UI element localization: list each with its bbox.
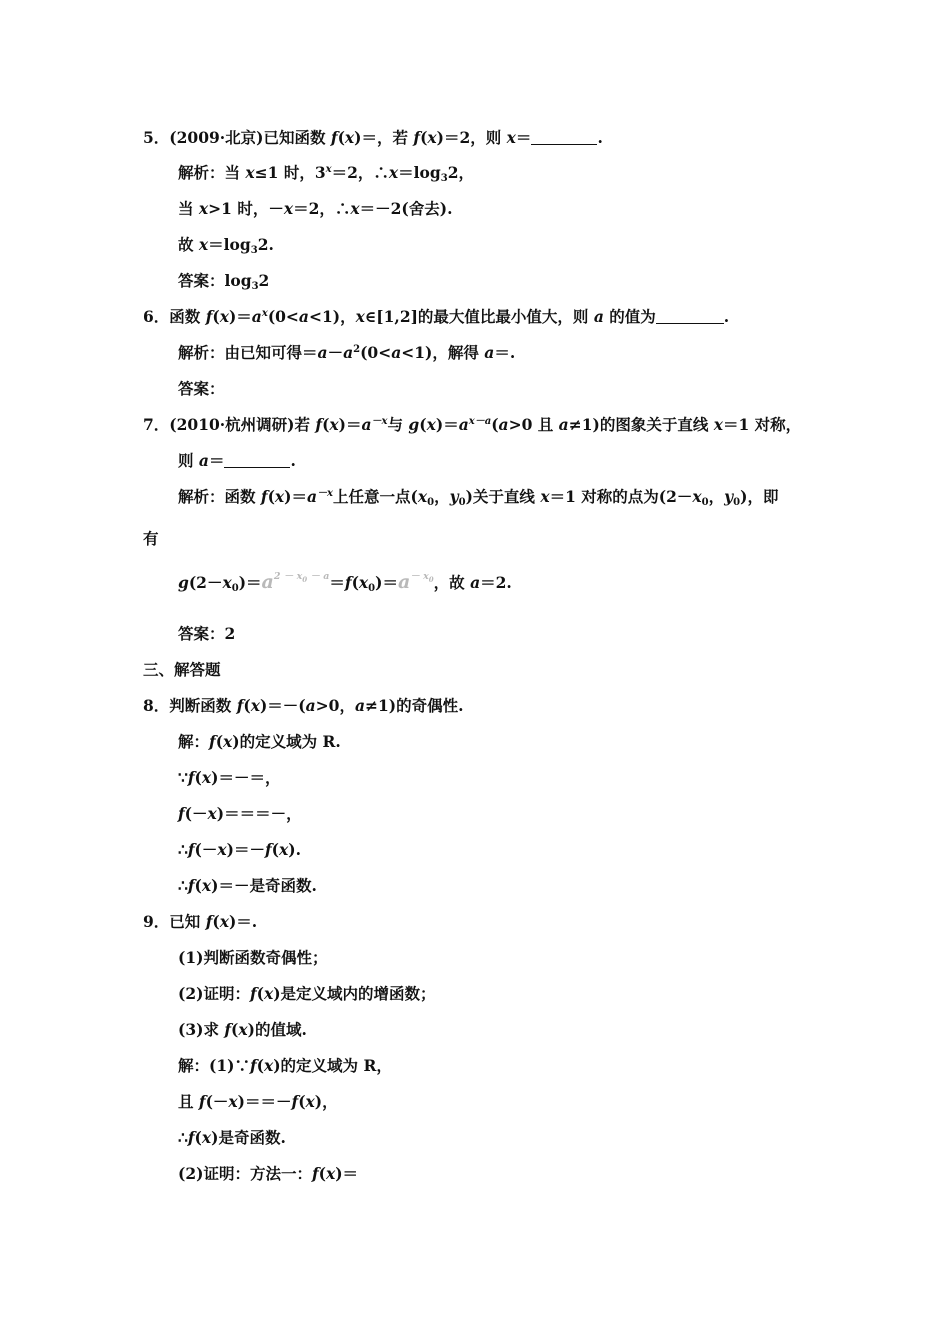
q8-solution-line-3: f(－x)＝＝＝－，: [178, 804, 302, 823]
q7-answer: 答案：2: [178, 624, 236, 643]
q5-solution-line-2: 当 x>1 时，－x＝2，∴x＝－2(舍去).: [178, 199, 453, 218]
section-heading: 三、解答题: [143, 660, 221, 679]
q5-solution-line-3: 故 $x=\log_32$.: [178, 235, 274, 256]
q5-answer: 答案：$\log_32$: [178, 271, 270, 292]
q8-stem: 8．判断函数 f(x)＝－(a>0，a≠1)的奇偶性.: [143, 696, 464, 715]
q8-solution-line-2: ∵f(x)＝－＝，: [178, 768, 281, 787]
q6-answer: 答案：: [178, 379, 225, 398]
q7-solution-line-2: $g(2-x_0)=a^{2 - x_0 - a}=f(x_0)=a^{- x_0}$，故 a＝2.: [178, 571, 512, 594]
q9-part-1: (1)判断函数奇偶性；: [178, 948, 328, 967]
q7-stem-continued: 则 a＝ .: [178, 451, 296, 470]
q9-solution-line-2: 且 f(－x)＝＝－f(x)，: [178, 1092, 338, 1111]
answer-blank: [531, 131, 597, 145]
answer-blank: [656, 310, 724, 324]
q9-part-3: (3)求 f(x)的值域.: [178, 1020, 307, 1039]
formula-image: $a^{2 - x_0 - a}$: [261, 571, 330, 593]
q6-solution: 解析：由已知可得$=a-a^2(0<a<1)$，解得 a＝.: [178, 343, 516, 362]
q9-part-2: (2)证明：f(x)是定义域内的增函数；: [178, 984, 436, 1003]
q7-solution-wrap: 有: [143, 529, 159, 548]
q8-solution-line-4: ∴f(－x)＝－f(x).: [178, 840, 301, 859]
q9-stem: 9．已知 f(x)＝.: [143, 912, 258, 931]
q5-stem: 5．(2009·北京)已知函数 f(x)＝，若 f(x)＝2，则 x＝ .: [143, 128, 603, 147]
q9-solution-line-1: 解：(1)∵f(x)的定义域为 R，: [178, 1056, 392, 1075]
q7-solution-line-1: 解析：函数 $f(x)=a^{-x}$上任意一点($x_0$，$y_0$)关于直线 x＝1 对称的点为($2-x_0$，$y_0$)，即: [178, 487, 779, 508]
formula-image: $a^{- x_0}$: [397, 571, 434, 593]
q8-solution-line-1: 解：f(x)的定义域为 R.: [178, 732, 341, 751]
q7-stem: 7．(2010·杭州调研)若 $f(x)=a^{-x}$与 $g(x)=a^{x-a}(a>0$ 且 a≠1)的图象关于直线 x＝1 对称，: [143, 415, 802, 434]
q5-solution-line-1: 解析：当 x≤1 时，$3^x=2$，$\therefore x=\log_32$，: [178, 163, 474, 184]
q8-solution-line-5: ∴f(x)＝－是奇函数.: [178, 876, 317, 895]
q9-solution-line-4: (2)证明：方法一：f(x)＝: [178, 1164, 359, 1183]
q9-solution-line-3: ∴f(x)是奇函数.: [178, 1128, 286, 1147]
q6-stem: 6．函数 $f(x)=a^x(0<a<1)$，x∈[1,2]的最大值比最小值大，则 a 的值为 .: [143, 307, 730, 326]
answer-blank: [224, 454, 290, 468]
